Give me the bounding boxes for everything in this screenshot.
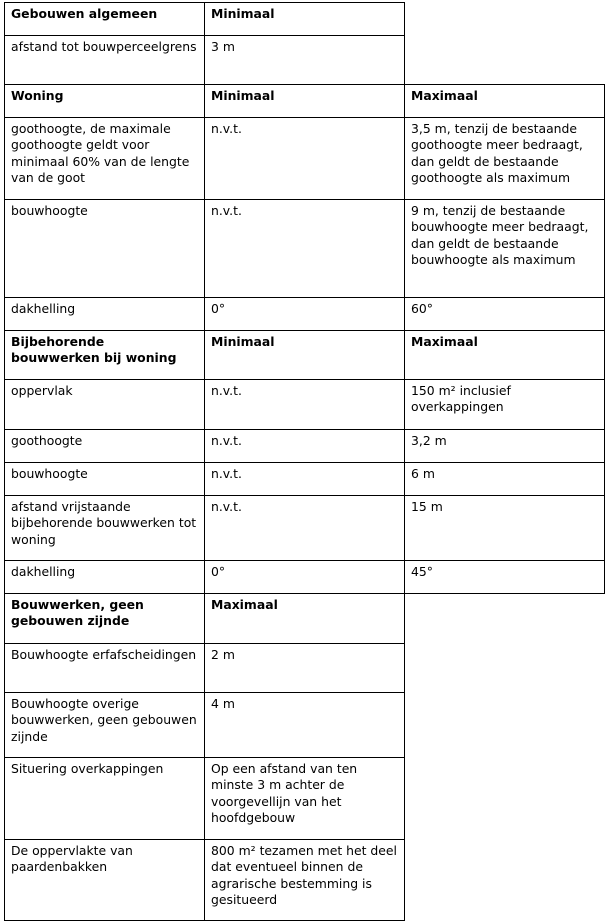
table-cell: 0°	[211, 564, 226, 579]
table-cell: n.v.t.	[211, 383, 242, 398]
table-cell: bouwhoogte	[11, 203, 88, 218]
column-divider	[204, 330, 205, 594]
table-cell: 3,2 m	[411, 433, 447, 448]
column-divider	[404, 84, 405, 331]
table-cell: De oppervlakte van paardenbakken	[11, 843, 133, 875]
column-divider	[404, 2, 405, 85]
header-cell: Minimaal	[211, 6, 275, 21]
column-divider	[604, 330, 605, 594]
table-cell: n.v.t.	[211, 466, 242, 481]
table-cell: n.v.t.	[211, 499, 242, 514]
row-divider	[4, 462, 605, 463]
table-cell: 3,5 m, tenzij de bestaande goothoogte meer bedraagt, dan geldt de bestaande goothoogte als maximum	[411, 121, 583, 185]
header-cell: Bijbehorende bouwwerken bij woning	[11, 334, 177, 366]
column-divider	[4, 330, 5, 594]
table-cell: 0°	[211, 301, 226, 316]
table-cell: 6 m	[411, 466, 435, 481]
table-cell: 3 m	[211, 39, 235, 54]
row-divider	[4, 84, 605, 85]
table-cell: 2 m	[211, 647, 235, 662]
column-divider	[4, 2, 5, 85]
table-cell: n.v.t.	[211, 433, 242, 448]
column-divider	[604, 84, 605, 331]
table-cell: goothoogte, de maximale goothoogte geldt voor minimaal 60% van de lengte van de goot	[11, 121, 190, 185]
table-cell: dakhelling	[11, 564, 76, 579]
table-cell: afstand vrijstaande bijbehorende bouwwerken tot woning	[11, 499, 197, 547]
header-cell: Minimaal	[211, 334, 275, 349]
table-cell: 9 m, tenzij de bestaande bouwhoogte meer bedraagt, dan geldt de bestaande bouwhoogte als maximum	[411, 203, 589, 267]
table-cell: 45°	[411, 564, 433, 579]
row-divider	[4, 495, 605, 496]
row-divider	[4, 117, 605, 118]
table-cell: 150 m² inclusief overkappingen	[411, 383, 511, 415]
table-cell: Bouwhoogte erfafscheidingen	[11, 647, 197, 662]
table-cell: Situering overkappingen	[11, 761, 164, 776]
row-divider	[4, 199, 605, 200]
table-cell: bouwhoogte	[11, 466, 88, 481]
table-cell: dakhelling	[11, 301, 76, 316]
header-cell: Maximaal	[411, 88, 478, 103]
header-cell: Woning	[11, 88, 64, 103]
table-cell: Op een afstand van ten minste 3 m achter de voorgevellijn van het hoofdgebouw	[211, 761, 358, 825]
header-cell: Maximaal	[211, 597, 278, 612]
row-divider	[4, 429, 605, 430]
column-divider	[404, 330, 405, 594]
table-cell: oppervlak	[11, 383, 73, 398]
row-divider	[4, 379, 605, 380]
table-cell: afstand tot bouwperceelgrens	[11, 39, 197, 54]
row-divider	[4, 560, 605, 561]
column-divider	[204, 84, 205, 331]
table-cell: Bouwhoogte overige bouwwerken, geen gebouwen zijnde	[11, 696, 197, 744]
header-cell: Maximaal	[411, 334, 478, 349]
table-cell: n.v.t.	[211, 203, 242, 218]
column-divider	[4, 84, 5, 331]
column-divider	[204, 593, 205, 921]
header-cell: Bouwwerken, geen gebouwen zijnde	[11, 597, 144, 629]
header-cell: Gebouwen algemeen	[11, 6, 158, 21]
table-cell: goothoogte	[11, 433, 83, 448]
table-cell: 15 m	[411, 499, 443, 514]
column-divider	[4, 593, 5, 921]
column-divider	[404, 593, 405, 921]
row-divider	[4, 297, 605, 298]
table-cell: 4 m	[211, 696, 235, 711]
row-divider	[4, 330, 605, 331]
table-cell: n.v.t.	[211, 121, 242, 136]
table-cell: 60°	[411, 301, 433, 316]
column-divider	[204, 2, 205, 85]
table-cell: 800 m² tezamen met het deel dat eventueel binnen de agrarische bestemming is gesitueerd	[211, 843, 397, 907]
header-cell: Minimaal	[211, 88, 275, 103]
